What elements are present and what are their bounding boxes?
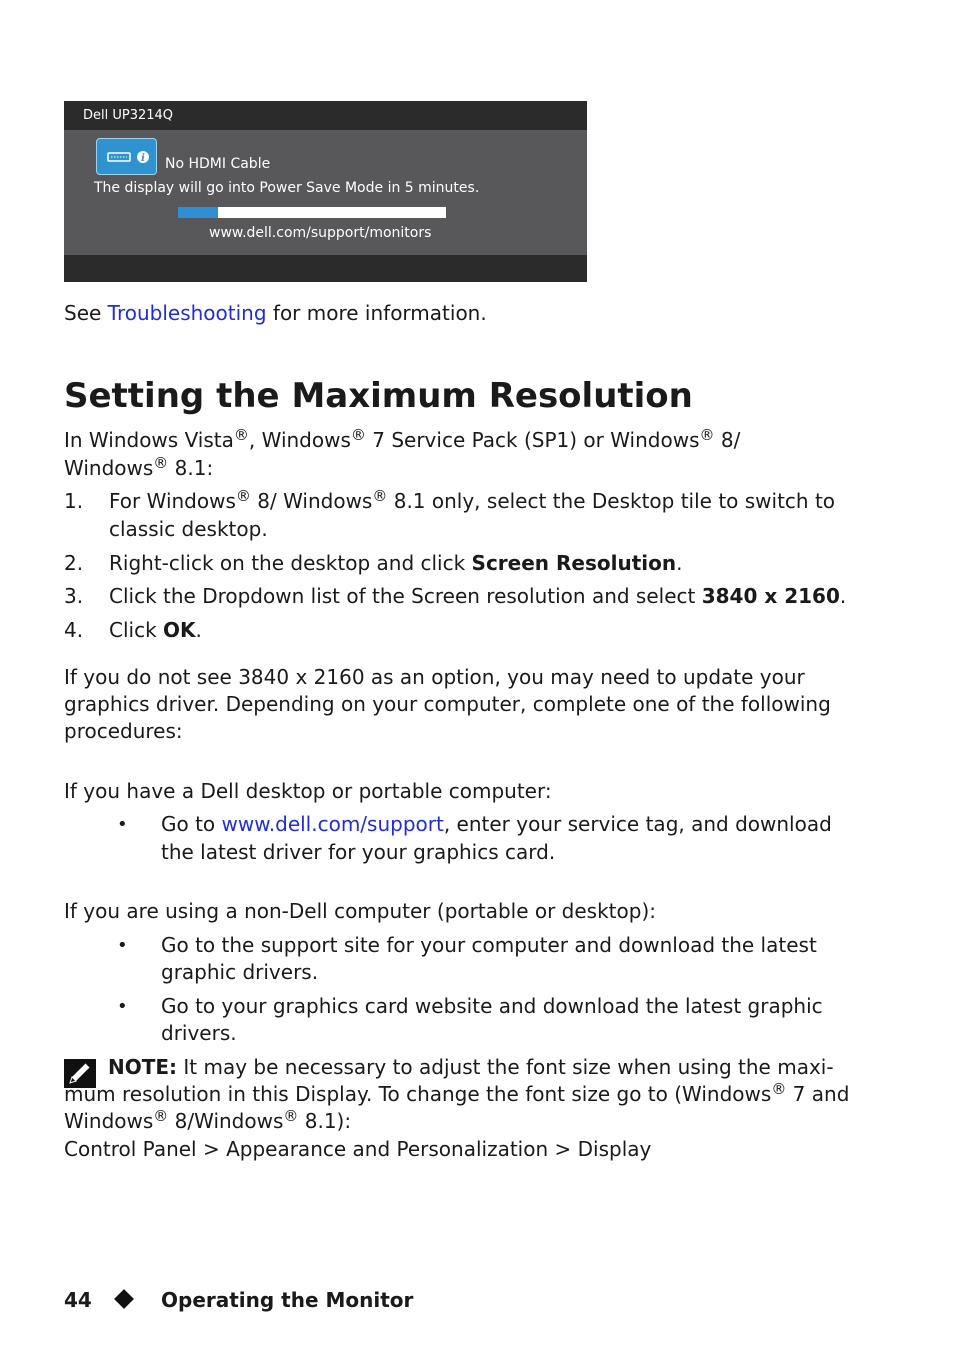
registered-mark: ® [771, 1080, 787, 1098]
lead-text-4: 8/ [714, 428, 741, 452]
osd-title-bar [64, 101, 587, 130]
note-text: mum resolution in this Display. To change the font size go to (Windows [64, 1082, 772, 1106]
see-troubleshooting-line [64, 300, 487, 327]
bullet: • [117, 814, 128, 835]
lead-text-2: , Windows [248, 428, 351, 452]
lead-text-6: 8.1: [168, 456, 214, 480]
hdmi-cable-info-icon [96, 138, 157, 175]
note-text: Windows [64, 1109, 154, 1133]
lead-text-5: Windows [64, 456, 154, 480]
step-bold-text: Screen Resolution [471, 551, 677, 575]
see-after-text: for more information. [266, 301, 487, 325]
note-text: 8.1): [298, 1109, 352, 1133]
bullet: • [117, 935, 128, 956]
registered-mark: ® [153, 1107, 169, 1125]
step-1-line-1 [109, 488, 835, 515]
troubleshooting-link[interactable]: Troubleshooting [107, 301, 267, 325]
nondell-bullet-2-line-1: Go to your graphics card website and download the latest graphic [161, 994, 823, 1018]
step-text: Click [109, 618, 164, 642]
step-end: . [195, 618, 202, 642]
registered-mark: ® [233, 426, 249, 444]
osd-title: Dell UP3214Q [83, 108, 174, 123]
step-end: . [839, 584, 847, 608]
step-text: For Windows [109, 489, 236, 513]
step-number: 3. [64, 584, 84, 608]
osd-power-save-text: The display will go into Power Save Mode in 5 minutes. [94, 180, 480, 196]
update-para-line-2: graphics driver. Depending on your computer, complete one of the following [64, 692, 831, 716]
step-bold-text: OK [163, 618, 196, 642]
page-number: 44 [64, 1288, 92, 1312]
note-label: NOTE: [108, 1055, 178, 1079]
bullet-text: Go to [161, 812, 222, 836]
step-bold-text: 3840 x 2160 [701, 584, 840, 608]
osd-url: www.dell.com/support/monitors [209, 225, 432, 241]
osd-progress-bar [178, 207, 446, 218]
step-text: 8/ Windows [250, 489, 373, 513]
step-2 [109, 550, 682, 577]
registered-mark: ® [235, 487, 251, 505]
footer-section-title: Operating the Monitor [161, 1288, 414, 1312]
osd-progress-fill [178, 207, 218, 218]
step-4 [109, 617, 202, 644]
registered-mark: ® [350, 426, 366, 444]
lead-text-1: In Windows Vista [64, 428, 234, 452]
dell-lead: If you have a Dell desktop or portable computer: [64, 779, 552, 803]
update-para-line-1: If you do not see 3840 x 2160 as an option, you may need to update your [64, 665, 805, 689]
svg-text:i: i [141, 153, 145, 164]
diamond-icon [114, 1289, 134, 1309]
registered-mark: ® [153, 454, 169, 472]
dell-support-link[interactable]: www.dell.com/support [221, 812, 444, 836]
lead-text-3: 7 Service Pack (SP1) or Windows [365, 428, 700, 452]
see-text: See [64, 301, 108, 325]
osd-screenshot [64, 101, 587, 282]
step-3 [109, 583, 846, 610]
note-line-1 [108, 1054, 834, 1081]
registered-mark: ® [699, 426, 715, 444]
note-text: 7 and [786, 1082, 850, 1106]
step-end: . [676, 551, 683, 575]
nondell-bullet-1-line-2: graphic drivers. [161, 960, 319, 984]
osd-message: No HDMI Cable [165, 156, 271, 172]
step-number: 1. [64, 489, 84, 513]
step-text: Right-click on the desktop and click [109, 551, 472, 575]
dell-bullet-line-1 [161, 811, 832, 838]
step-number: 4. [64, 618, 84, 642]
bullet-text: , enter your service tag, and download [443, 812, 832, 836]
registered-mark: ® [372, 487, 388, 505]
note-text: 8/Windows [168, 1109, 284, 1133]
note-text: It may be necessary to adjust the font size when using the maxi- [177, 1055, 834, 1079]
lead-line-1 [64, 427, 740, 454]
registered-mark: ® [283, 1107, 299, 1125]
note-line-2 [64, 1081, 849, 1108]
dell-bullet-line-2: the latest driver for your graphics card. [161, 840, 556, 864]
note-path-line: Control Panel > Appearance and Personalization > Display [64, 1137, 652, 1161]
step-number: 2. [64, 551, 84, 575]
step-text: 8.1 only, select the Desktop tile to switch to [387, 489, 836, 513]
lead-line-2 [64, 455, 213, 482]
note-line-3 [64, 1108, 351, 1135]
step-1-line-2: classic desktop. [109, 517, 268, 541]
nondell-bullet-2-line-2: drivers. [161, 1021, 237, 1045]
section-heading: Setting the Maximum Resolution [64, 376, 693, 416]
nondell-lead: If you are using a non-Dell computer (portable or desktop): [64, 899, 656, 923]
update-para-line-3: procedures: [64, 719, 183, 743]
bullet: • [117, 996, 128, 1017]
nondell-bullet-1-line-1: Go to the support site for your computer and download the latest [161, 933, 817, 957]
osd-footer-bar [64, 255, 587, 282]
step-text: Click the Dropdown list of the Screen resolution and select [109, 584, 702, 608]
